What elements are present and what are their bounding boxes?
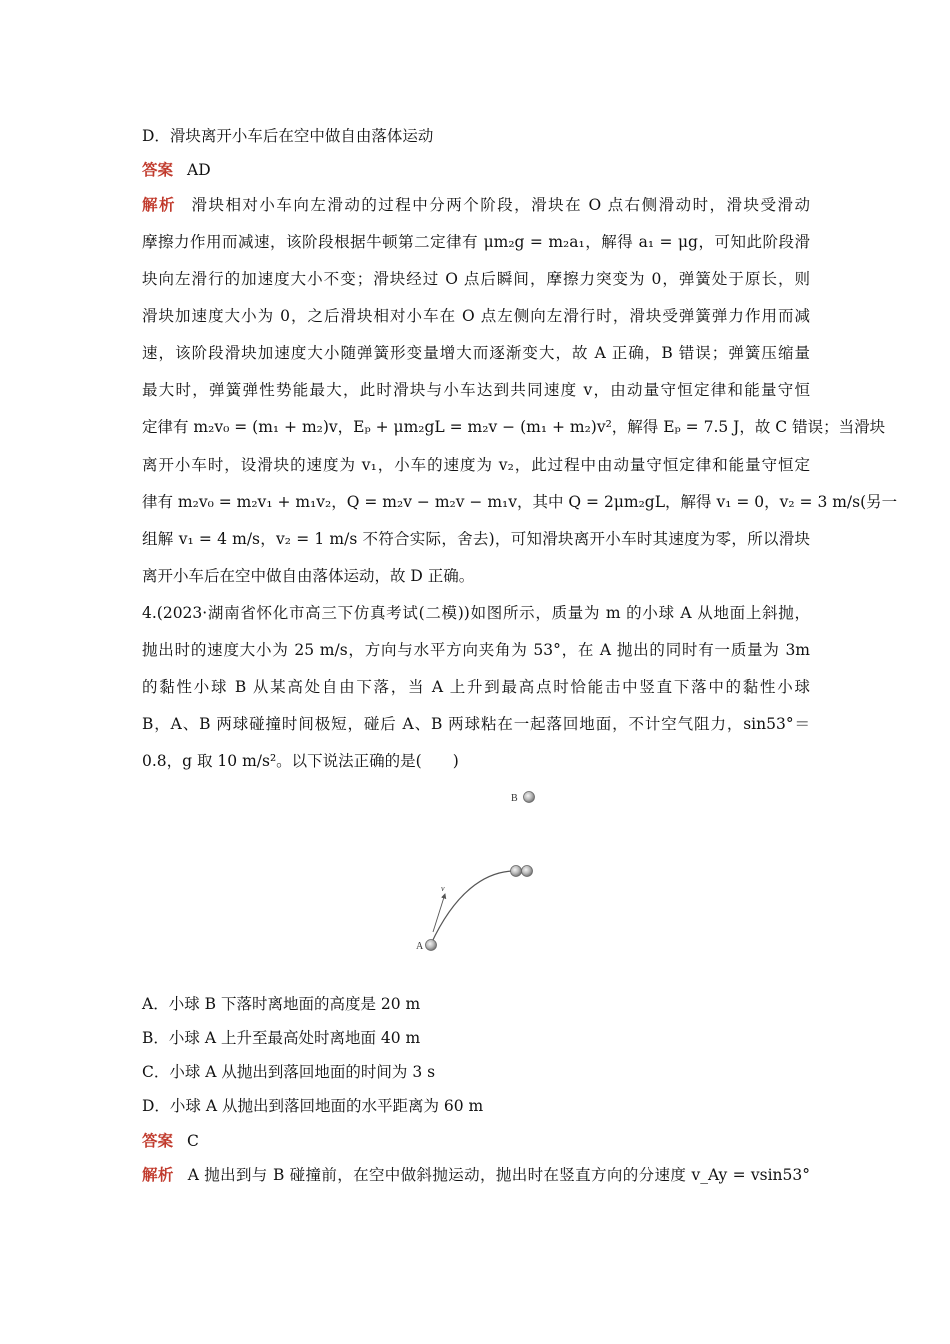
question-stem: B，A、B 两球碰撞时间极短，碰后 A、B 两球粘在一起落回地面，不计空气阻力，sin53°＝ xyxy=(142,715,810,733)
question-stem: 抛出时的速度大小为 25 m/s，方向与水平方向夹角为 53°，在 A 抛出的同时有一质量为 3m xyxy=(142,641,810,659)
analysis-text: 组解 v₁ = 4 m/s，v₂ = 1 m/s 不符合实际，舍去)，可知滑块离开小车时其速度为零，所以滑块 xyxy=(142,530,810,548)
ball-a-at-peak xyxy=(511,866,522,877)
analysis-text: 速，该阶段滑块加速度大小随弹簧形变量增大而逐渐变大，故 A 正确，B 错误；弹簧压缩量 xyxy=(142,344,810,362)
analysis-text: 块向左滑行的加速度大小不变；滑块经过 O 点后瞬间，摩擦力突变为 0，弹簧处于原长，则 xyxy=(142,270,810,288)
analysis-text: 律有 m₂v₀ = m₂v₁ + m₁v₂，Q = m₂v − m₂v − m₁v，其中 Q = 2μm₂gL，解得 v₁ = 0，v₂ = 3 m/s(另一 xyxy=(142,493,898,511)
velocity-arrow xyxy=(433,894,445,932)
prev-analysis-line xyxy=(142,195,810,215)
option-b: B．小球 A 上升至最高处时离地面 40 m xyxy=(142,1029,421,1047)
ball-a xyxy=(426,940,437,951)
question-analysis-line xyxy=(142,1165,810,1185)
analysis-label: 解析 xyxy=(142,196,176,214)
question-stem: 0.8，g 取 10 m/s²。以下说法正确的是( ) xyxy=(142,752,459,770)
label-v: v xyxy=(441,884,445,893)
analysis-text: 定律有 m₂v₀ = (m₁ + m₂)v，Eₚ + μm₂gL = m₂v − (m₁ + m₂)v²，解得 Eₚ = 7.5 J，故 C 错误；当滑块 xyxy=(142,418,886,436)
analysis-label: 解析 xyxy=(142,1166,174,1184)
answer-label: 答案 xyxy=(142,161,174,179)
label-b: B xyxy=(511,793,518,804)
option-c: C．小球 A 从抛出到落回地面的时间为 3 s xyxy=(142,1063,436,1081)
label-a: A xyxy=(416,941,424,952)
analysis-text: 离开小车时，设滑块的速度为 v₁，小车的速度为 v₂，此过程中由动量守恒定律和能量守恒定 xyxy=(142,456,810,474)
question-answer-line xyxy=(142,1131,810,1151)
prev-answer-line xyxy=(142,160,810,180)
analysis-text: 滑块相对小车向左滑动的过程中分两个阶段，滑块在 O 点右侧滑动时，滑块受滑动 xyxy=(189,196,810,214)
ball-b-at-collision xyxy=(522,866,533,877)
analysis-text: A 抛出到与 B 碰撞前，在空中做斜抛运动，抛出时在竖直方向的分速度 v_Ay = vsin53° xyxy=(187,1166,810,1184)
answer-value: AD xyxy=(187,161,211,179)
option-a: A．小球 B 下落时离地面的高度是 20 m xyxy=(142,995,421,1013)
analysis-text: 摩擦力作用而减速，该阶段根据牛顿第二定律有 μm₂g = m₂a₁，解得 a₁ = μg，可知此阶段滑 xyxy=(142,233,810,251)
trajectory-curve xyxy=(431,871,513,944)
question-stem: 的黏性小球 B 从某高处自由下落，当 A 上升到最高点时恰能击中竖直下落中的黏性小球 xyxy=(142,678,810,696)
option-d: D．小球 A 从抛出到落回地面的水平距离为 60 m xyxy=(142,1097,484,1115)
answer-label: 答案 xyxy=(142,1132,174,1150)
analysis-text: 滑块加速度大小为 0，之后滑块相对小车在 O 点左侧向左滑行时，滑块受弹簧弹力作用而减 xyxy=(142,307,810,325)
ball-b xyxy=(524,792,535,803)
question-stem: 4.(2023·湖南省怀化市高三下仿真考试(二模))如图所示，质量为 m 的小球 A 从地面上斜抛， xyxy=(142,604,810,622)
answer-value: C xyxy=(187,1132,199,1150)
projectile-figure xyxy=(400,782,560,962)
prev-option-d: D．滑块离开小车后在空中做自由落体运动 xyxy=(142,127,434,145)
analysis-text: 离开小车后在空中做自由落体运动，故 D 正确。 xyxy=(142,567,475,585)
analysis-text: 最大时，弹簧弹性势能最大，此时滑块与小车达到共同速度 v，由动量守恒定律和能量守恒 xyxy=(142,381,810,399)
